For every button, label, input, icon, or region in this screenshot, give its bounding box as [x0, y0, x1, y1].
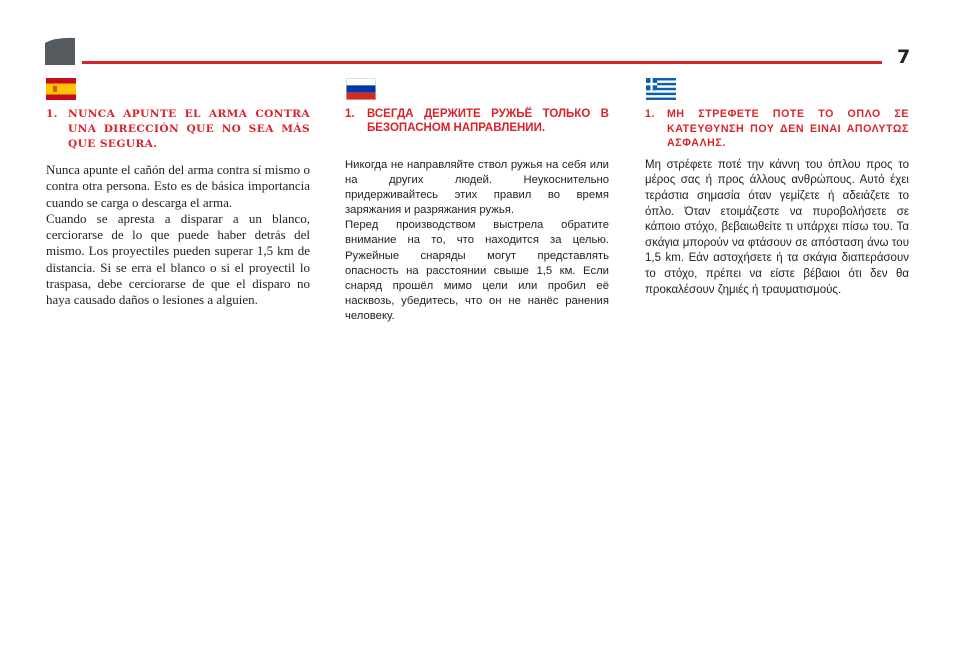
body-paragraph: Перед производством выстрела обратите внимание на то, что находится за целью. Ружейные снаряды могут представлять опасность на расстоянии свыше 1,5 км. Если снаряд прошёл мимо цели или пробил её насквозь, убедитесь, что он не нанёс ранения человеку. [345, 219, 609, 322]
section-greek [645, 107, 909, 298]
body-paragraph: Cuando se apresta a disparar a un blanco, cerciorarse de lo que puede haber detrás del mismo. Los proyectiles pueden superar 1,5 km de distancia. Si se erra el blanco o si el proyectil lo traspasa, debe cerciorarse de que el disparo no haya causado daños o lesiones a alguien. [46, 210, 310, 308]
section-body [46, 162, 310, 309]
greece-flag-icon [646, 78, 676, 100]
body-paragraph: Nunca apunte el cañón del arma contra sí mismo o contra otra persona. Esto es de básica importancia cuando se carga o descarga el arma. [46, 162, 310, 210]
section-title: NUNCA APUNTE EL ARMA CONTRA UNA DIRECCIÓN QUE NO SEA MÁS QUE SEGURA. [68, 108, 310, 150]
header-rule [82, 61, 882, 64]
section-russian [345, 107, 609, 324]
page-number: 7 [897, 46, 911, 68]
section-heading [345, 107, 609, 135]
russia-flag-icon [346, 78, 376, 100]
section-body [345, 158, 609, 324]
section-spanish [46, 107, 310, 309]
section-number: 1. [46, 108, 58, 120]
section-heading [46, 107, 310, 152]
section-heading [645, 107, 909, 151]
body-paragraph: Μη στρέφετε ποτέ την κάννη του όπλου προς το μέρος σας ή προς άλλους ανθρώπους. Αυτό έχει τεράστια σημασία όταν γεμίζετε ή αδειάζετε το όπλο. Όταν ετοιμάζεστε να πυροβολήσετε σε κάποιο στόχο, βεβαιωθείτε τι υπάρχει πίσω του. Τα σκάγια μπορούν να φτάσουν σε απόσταση άνω του 1,5 km. Εάν αστοχήσετε ή τα σκάγια διαπεράσουν το στόχο, πρέπει να είστε βέβαιοι ότι δεν θα προκαλέσουν ζημιές ή τραυματισμούς. [645, 158, 909, 296]
spain-flag-icon [46, 78, 76, 100]
body-paragraph: Никогда не направляйте ствол ружья на себя или на других людей. Неукоснительно придерживайтесь этих правил во время заряжания и разряжания ружья. [345, 159, 609, 217]
section-number: 1. [345, 108, 355, 120]
section-title: ΜΗ ΣΤΡΕΦΕΤΕ ΠΟΤΕ ΤΟ ΟΠΛΟ ΣΕ ΚΑΤΕΥΘΥΝΣΗ ΠΟΥ ΔΕΝ ΕΙΝΑΙ ΑΠΟΛΥΤΩΣ ΑΣΦΑΛΗΣ. [667, 108, 909, 150]
section-number: 1. [645, 108, 656, 120]
brand-logo-icon [45, 37, 75, 65]
section-body [645, 158, 909, 298]
section-title: ВСЕГДА ДЕРЖИТЕ РУЖЬЁ ТОЛЬКО В БЕЗОПАСНОМ НАПРАВЛЕНИИ. [367, 108, 609, 134]
